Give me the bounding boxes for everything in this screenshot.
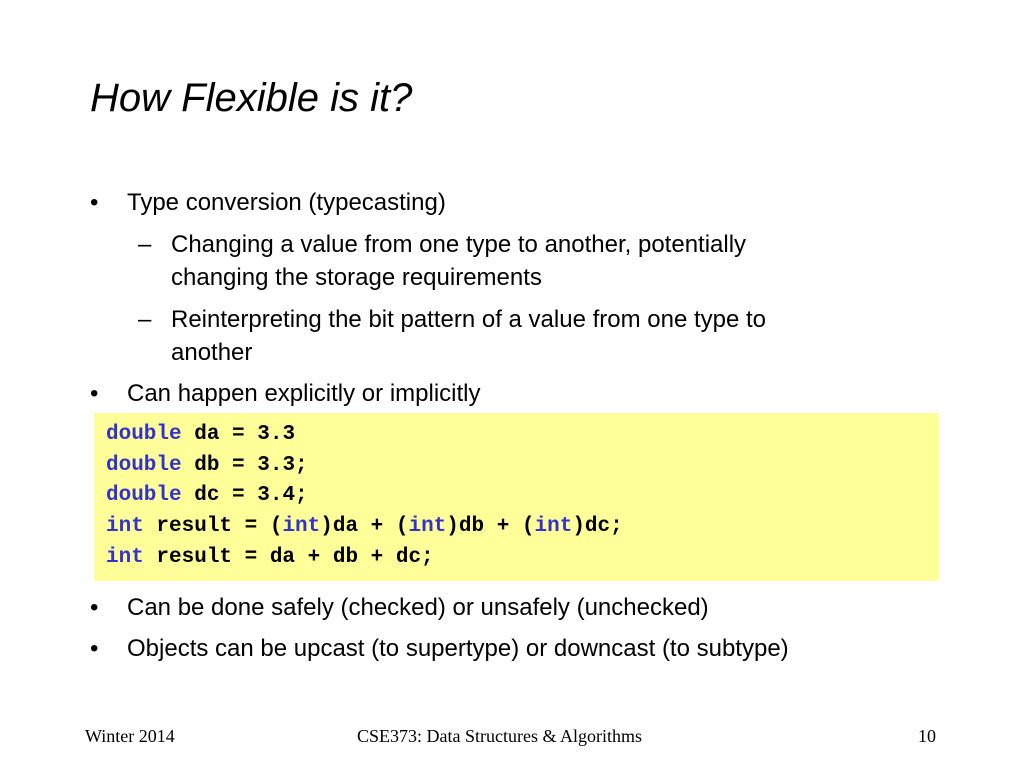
code-block [94,413,939,581]
code-token: da = 3.3 [181,423,296,446]
code-keyword: int [408,515,447,539]
code-keyword: double [106,453,182,477]
subbullet-text: Changing a value from one type to another, potentially [171,231,747,258]
bullet-text: Can be done safely (checked) or unsafely (unchecked) [127,594,709,621]
code-token: )db + ( [446,515,535,539]
code-listing [106,420,623,574]
code-keyword: int [106,515,144,539]
footer-page-number: 10 [918,726,936,746]
bullet-marker: • [90,189,99,216]
code-line [106,543,623,574]
code-keyword: int [282,515,321,539]
code-token: db = 3.3; [181,453,308,477]
dash-marker: – [138,231,152,258]
code-token: dc = 3.4; [181,484,308,508]
bullet-text: Can happen explicitly or implicitly [127,380,481,407]
bullet-marker: • [90,380,99,407]
code-line [106,481,623,512]
code-token: )da + ( [320,515,409,539]
code-token: result = ( [143,515,283,539]
code-keyword: int [534,515,573,539]
subbullet-text: another [171,339,253,366]
bullet-text: Type conversion (typecasting) [127,189,446,216]
subbullet-text: changing the storage requirements [171,264,542,291]
bullet-marker: • [90,594,99,621]
bullet-text: Objects can be upcast (to supertype) or downcast (to subtype) [127,635,789,662]
code-keyword: double [106,423,182,446]
code-token: )dc; [572,515,623,539]
footer-left: Winter 2014 [85,726,175,746]
code-line [106,420,623,451]
code-keyword: double [106,484,182,508]
subbullet-text: Reinterpreting the bit pattern of a value from one type to [171,306,767,333]
dash-marker: – [138,306,152,333]
code-line [106,451,623,482]
footer-center: CSE373: Data Structures & Algorithms [357,726,642,746]
slide-title: How Flexible is it? [90,76,413,120]
code-token: result = da + db + dc; [143,545,434,569]
code-line [106,512,623,543]
code-keyword: int [106,545,144,569]
bullet-marker: • [90,635,99,662]
